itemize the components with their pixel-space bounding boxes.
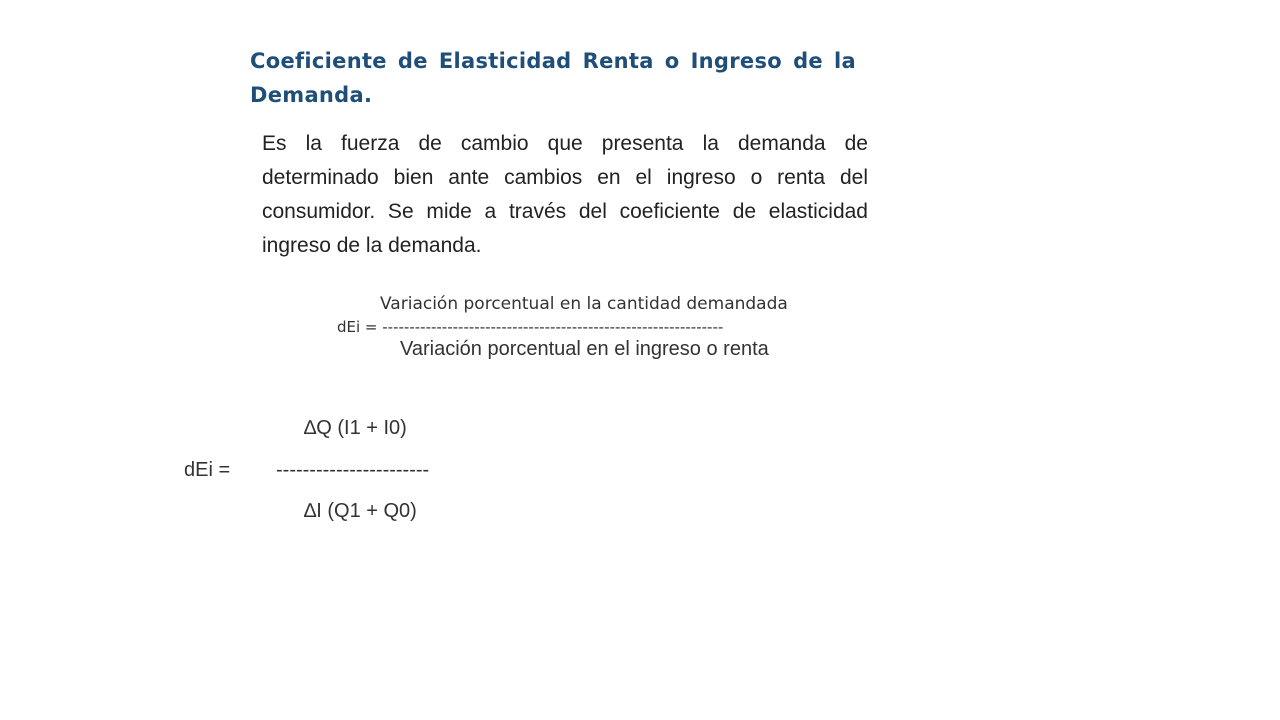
verbal-formula-fraction-line: dEi = --------------------------------------------------------------- [337, 318, 724, 336]
symbolic-formula-numerator: ∆Q (I1 + I0) [304, 417, 407, 439]
slide-title: Coeficiente de Elasticidad Renta o Ingreso de la Demanda. [250, 49, 856, 107]
definition-paragraph: Es la fuerza de cambio que presenta la demanda de determinado bien ante cambios en el ingreso o renta del consumidor. Se mide a través del coeficiente de elasticidad ingreso de la demanda. [262, 132, 868, 257]
symbolic-formula-lhs: dEi = [184, 459, 231, 481]
symbolic-formula-denominator: ∆I (Q1 + Q0) [304, 500, 417, 522]
symbolic-formula-fraction-line: ----------------------- [276, 459, 430, 481]
verbal-formula-numerator: Variación porcentual en la cantidad demandada [380, 294, 788, 314]
verbal-formula-denominator: Variación porcentual en el ingreso o renta [400, 338, 769, 360]
